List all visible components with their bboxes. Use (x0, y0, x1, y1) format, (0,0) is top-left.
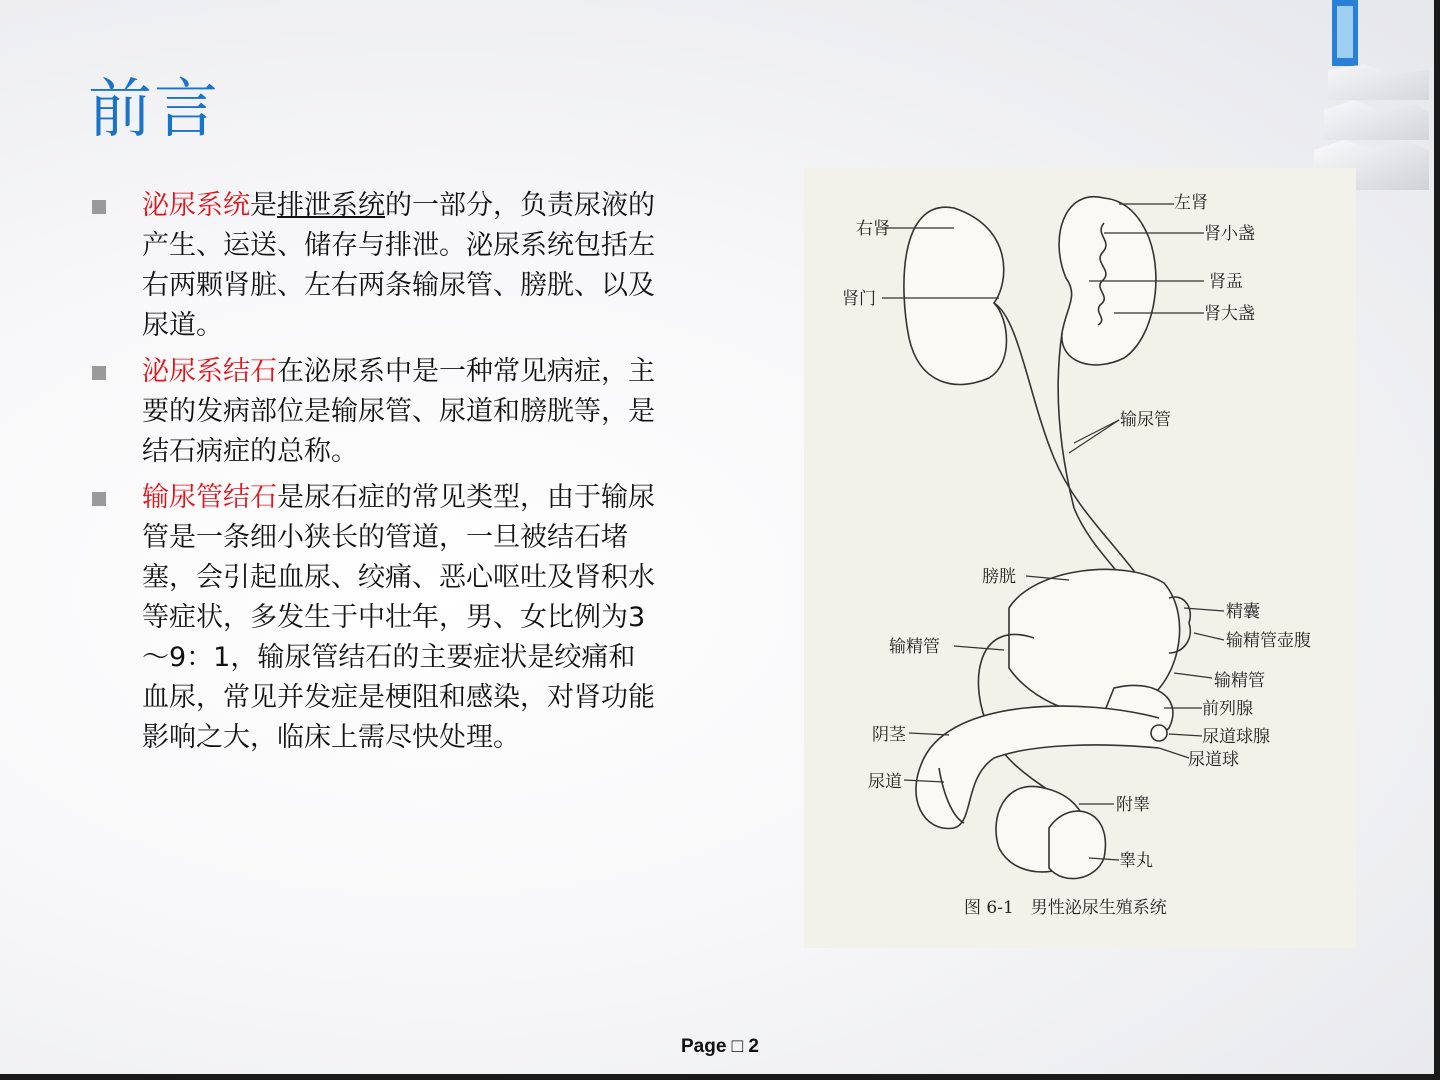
label-minor-calyx: 肾小盏 (1204, 224, 1255, 244)
bullet-item-ureteral-stone (88, 478, 658, 758)
bullet-text: 在泌尿系中是一种常见病症，主要的发病部位是输尿管、尿道和膀胱等，是结石病症的总称。 (142, 356, 655, 467)
label-prostate: 前列腺 (1202, 699, 1253, 719)
label-urethral-bulb: 尿道球 (1188, 750, 1239, 770)
bullet-item-urinary-system (88, 186, 658, 346)
page-title: 前言 (88, 73, 220, 147)
label-bulbourethral-gland: 尿道球腺 (1202, 727, 1270, 747)
label-seminal-vesicle: 精囊 (1226, 602, 1260, 622)
term-ureteral-stone: 输尿管结石 (142, 482, 277, 513)
label-right-kidney: 右肾 (856, 219, 890, 239)
square-bullet-icon (92, 366, 106, 380)
square-bullet-icon (92, 492, 106, 506)
anatomy-figure (804, 168, 1356, 948)
label-vas-deferens-right: 输精管 (1214, 671, 1265, 691)
bullet-text: 是 (250, 190, 277, 221)
urogenital-diagram (804, 168, 1356, 948)
label-vas-deferens-left: 输精管 (889, 637, 940, 657)
bullet-list (88, 186, 658, 764)
term-urolithiasis: 泌尿系结石 (142, 356, 277, 387)
figure-caption: 图 6-1 男性泌尿生殖系统 (964, 898, 1167, 918)
window-frame-right (1434, 0, 1440, 1080)
label-left-kidney: 左肾 (1174, 193, 1208, 213)
label-major-calyx: 肾大盏 (1204, 304, 1255, 324)
bullet-item-urolithiasis (88, 352, 658, 472)
term-urinary-system: 泌尿系统 (142, 190, 250, 221)
link-excretory-system[interactable]: 排泄系统 (277, 190, 385, 221)
label-bladder: 膀胱 (982, 567, 1016, 587)
label-urethra: 尿道 (868, 772, 902, 792)
label-testis: 睾丸 (1119, 851, 1153, 871)
square-bullet-icon (92, 200, 106, 214)
label-renal-hilum: 肾门 (842, 289, 876, 309)
bullet-text: 是尿石症的常见类型，由于输尿管是一条细小狭长的管道，一旦被结石堵塞，会引起血尿、绞痛、恶心呕吐及肾积水等症状，多发生于中壮年，男、女比例为3～9：1，输尿管结石的主要症状是绞痛和血尿，常见并发症是梗阻和感染，对肾功能影响之大，临床上需尽快处理。 (142, 482, 655, 753)
label-ureter: 输尿管 (1120, 410, 1171, 430)
staircase-decoration (1254, 0, 1434, 190)
label-renal-pelvis: 肾盂 (1209, 272, 1243, 292)
page-number: Page □ 2 (680, 1036, 759, 1057)
label-penis: 阴茎 (872, 725, 906, 745)
bullet-text: 的一部分，负责尿液的产生、运送、储存与排泄。泌尿系统包括左右两颗肾脏、左右两条输尿管、膀胱、以及尿道。 (142, 190, 655, 341)
window-frame-bottom (0, 1074, 1440, 1080)
label-epididymis: 附睾 (1116, 795, 1150, 815)
label-ampulla: 输精管壶腹 (1226, 631, 1311, 651)
